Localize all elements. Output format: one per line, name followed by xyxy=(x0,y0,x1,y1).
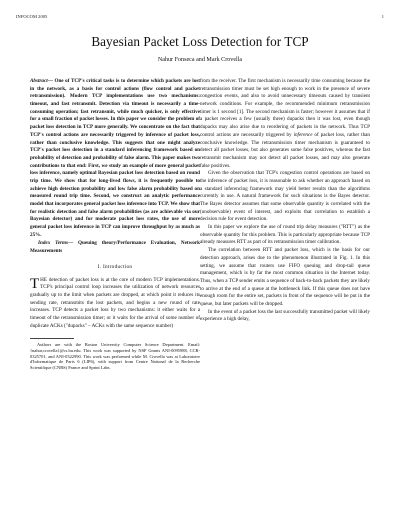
body-paragraph-1-text-b: of packet loss, rather than conclusive knowledge. The retransmission timer mechanism is guaranteed to detect all packet losses, but also generates some false positives, whereas the fast retransmit mechanism may not detect all packet losses, and may also generate false positives. xyxy=(200,131,371,169)
left-column xyxy=(30,78,200,371)
header-conference: INFOCOM 2005 xyxy=(16,14,48,19)
drop-cap: T xyxy=(30,275,40,292)
body-paragraph-1 xyxy=(200,78,370,170)
abstract-text: — One of TCP's critical tasks is to determine which packets are lost in the network, as a basis for control actions (flow control and packet retransmission). Modern TCP implementations use two mechanisms: timeout, and fast retransmit. Detection via timeout is necessarily a time-consuming operation; fast retransmit, while much quicker, is only effective for a small fraction of packet losses. In this paper we consider the problem of packet loss detection in TCP more generally. We concentrate on the fact that TCP's control actions are necessarily triggered by inference of packet loss, rather than conclusive knowledge. This suggests that one might analyze TCP's packet loss detection in a standard inferencing framework based on probability of detection and probability of false alarm. This paper makes two contributions to that end: First, we study an example of more general packet loss inference, namely optimal Bayesian packet loss detection based on round trip time. We show that for long-lived flows, it is frequently possible to achieve high detection probability and low false alarm probability based on measured round trip time. Second, we construct an analytic performance model that incorporates general packet loss inference into TCP. We show that for realistic detection and false alarm probabilities (as are achievable via our Bayesian detector) and for moderate packet loss rates, the use of more general packet loss inference in TCP can improve throughput by as much as 25%. xyxy=(30,78,200,238)
header-page-number: 1 xyxy=(381,14,384,19)
author-footnote: Authors are with the Boston University Computer Science Department. Email: {nahur,crovella}@cs.bu.edu. This work was supported by NSF Grants ANI-0095988, CCR-0325701, and ANI-0322990. This work was performed while M. Crovella was at Laboratoire d'Informatique de Paris 6 (LIP6), with support from Centre National de la Recherche Scientifique (CNRS) France and Sprint Labs. xyxy=(30,341,200,371)
intro-paragraph xyxy=(30,277,200,331)
index-terms-lead: Index Terms xyxy=(38,240,69,247)
abstract xyxy=(30,78,200,239)
right-column xyxy=(200,78,370,324)
body-paragraph-1-emphasis: inference xyxy=(293,131,313,138)
body-paragraph-4: The correlation between RTT and packet loss, which is the basis for our detection approach, arises due to the phenomenon illustrated in Fig. 1. In this setting, we assume that routers use FIFO queuing and drop-tail queue management, which is by far the most common situation in the Internet today. Thus, when a TCP sender emits a sequence of back-to-back packets they are likely to arrive at the end of a queue at the bottleneck link. If this queue does not have enough room for the entire set, packets in front of the sequence will be put in the queue, but later packets will be dropped. xyxy=(200,247,370,307)
intro-paragraph-text: HE detection of packet loss is at the core of modern TCP implementations. TCP's principal control loop increases the utilization of network resources gradually up to the limit when packets are dropped, at which point it reduces its sending rate, retransmits the lost packets, and begins a new round of rate increases. TCP detects a packet loss by two mechanisms: it either waits for a timeout of the retransmission timer; or it waits for the arrival of some number of duplicate ACKs ("dupacks" – ACKs with the same sequence number) xyxy=(30,276,200,329)
index-terms-text: — Queuing theory/Performance Evaluation, Network Measurements xyxy=(30,240,201,255)
paper-authors: Nahur Fonseca and Mark Crovella xyxy=(157,57,243,63)
body-paragraph-5: In the event of a packet loss the last successfully transmitted packet will likely experience a high delay, xyxy=(200,308,370,323)
body-paragraph-3: In this paper we explore the use of round trip delay measures ("RTT") as the observable quantity for this problem. This is particularly appropriate because TCP already measures RTT as part of its retransmission timer calibration. xyxy=(200,224,370,246)
abstract-lead: Abstract xyxy=(30,78,48,84)
body-paragraph-2: Given the observation that TCP's congestion control operations are based on the inference of packet loss, it is reasonable to ask whether an approach based on a standard inferencing framework may yield better results than the algorithms currently in use. A natural framework for such situations is the Bayes detector. The Bayes detector assumes that some observable quantity is correlated with the (unobservable) event of interest, and exploits that correlation to establish a decision rule for event detection. xyxy=(200,170,370,223)
paper-title: Bayesian Packet Loss Detection for TCP xyxy=(91,34,309,49)
index-terms xyxy=(30,240,200,255)
footnote-rule xyxy=(30,338,74,339)
body-paragraph-1-text-a: from the receiver. The first mechanism is necessarily time consuming because the retransmission timer must be set high enough to work in the presence of severe congestion events, and also to avoid unnecessary timeouts caused by transient network conditions. For example, the recommended minimum retransmission timer is 1 second [1]. The second mechanism is faster; however it assumes that if a packet receives a few (usually three) dupacks then it was lost, even though dupacks may also arise due to reordering of packets in the network. Thus TCP control actions are necessarily triggered by xyxy=(200,78,370,138)
running-header xyxy=(16,14,384,22)
section-heading-introduction: I. Introduction xyxy=(97,263,133,270)
